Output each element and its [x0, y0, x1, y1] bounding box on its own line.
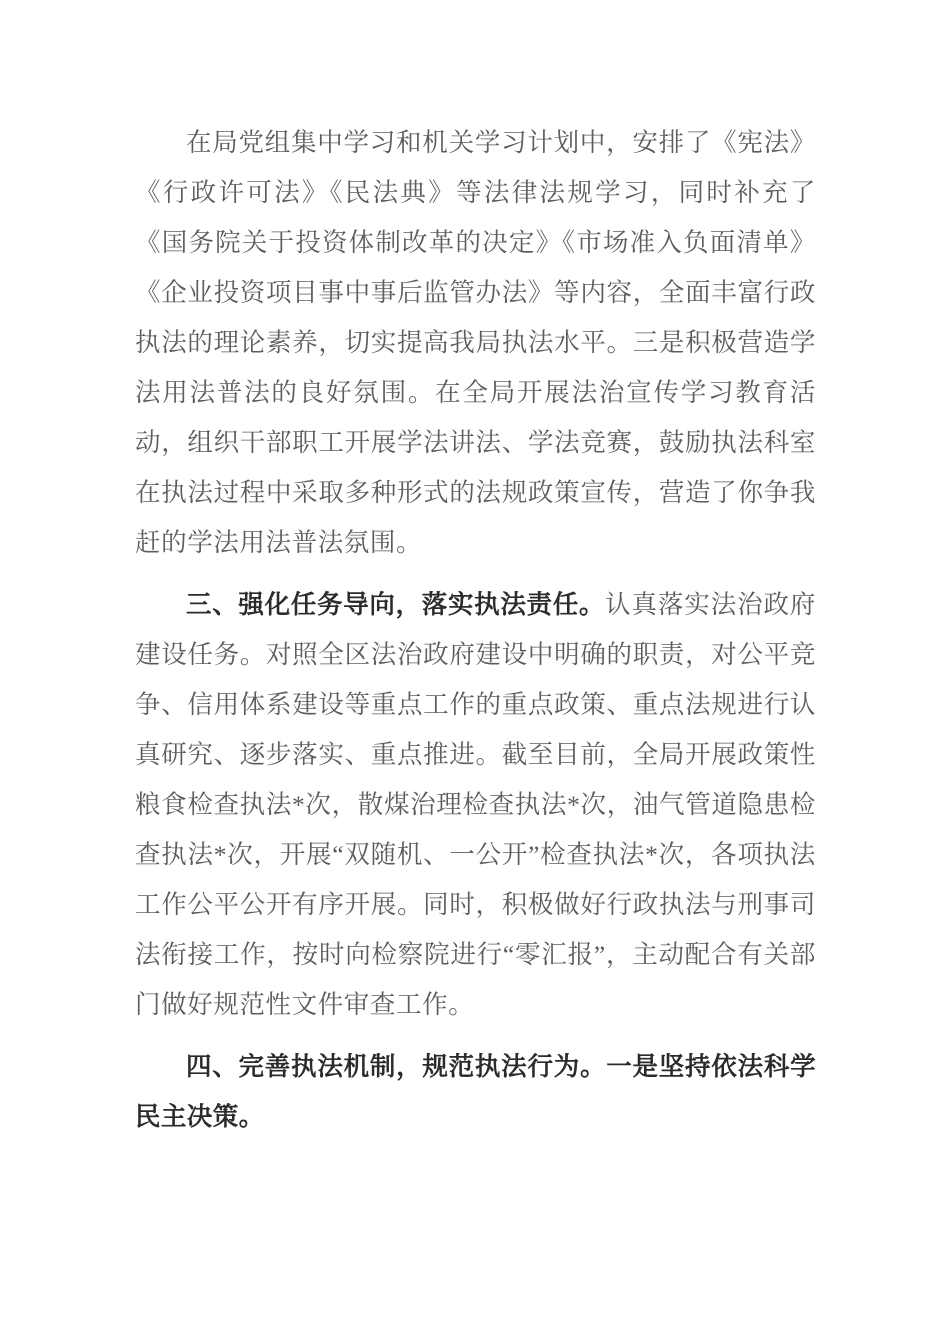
paragraph-study-plan: 在局党组集中学习和机关学习计划中，安排了《宪法》《行政许可法》《民法典》等法律法规学习，同时补充了《国务院关于投资体制改革的决定》《市场准入负面清单》《企业投资项目事中事后监管办法》等内容，全面丰富行政执法的理论素养，切实提高我局执法水平。三是积极营造学法用法普法的良好氛围。在全局开展法治宣传学习教育活动，组织干部职工开展学法讲法、学法竞赛，鼓励执法科室在执法过程中采取多种形式的法规政策宣传，营造了你争我赶的学法用法普法氛围。: [135, 128, 816, 557]
paragraph-section-four: 四、完善执法机制，规范执法行为。一是坚持依法科学民主决策。: [135, 1052, 816, 1131]
section-three-body: 认真落实法治政府建设任务。对照全区法治政府建设中明确的职责，对公平竞争、信用体系建设等重点工作的重点政策、重点法规进行认真研究、逐步落实、重点推进。截至目前，全局开展政策性粮食检查执法*次，散煤治理检查执法*次，油气管道隐患检查执法*次，开展“双随机、一公开”检查执法*次，各项执法工作公平公开有序开展。同时，积极做好行政执法与刑事司法衔接工作，按时向检察院进行“零汇报”，主动配合有关部门做好规范性文件审查工作。: [135, 590, 816, 1019]
document-body: [135, 118, 816, 1142]
section-three-heading: 三、强化任务导向，落实执法责任。: [186, 590, 606, 619]
paragraph-section-three: [135, 580, 816, 1030]
